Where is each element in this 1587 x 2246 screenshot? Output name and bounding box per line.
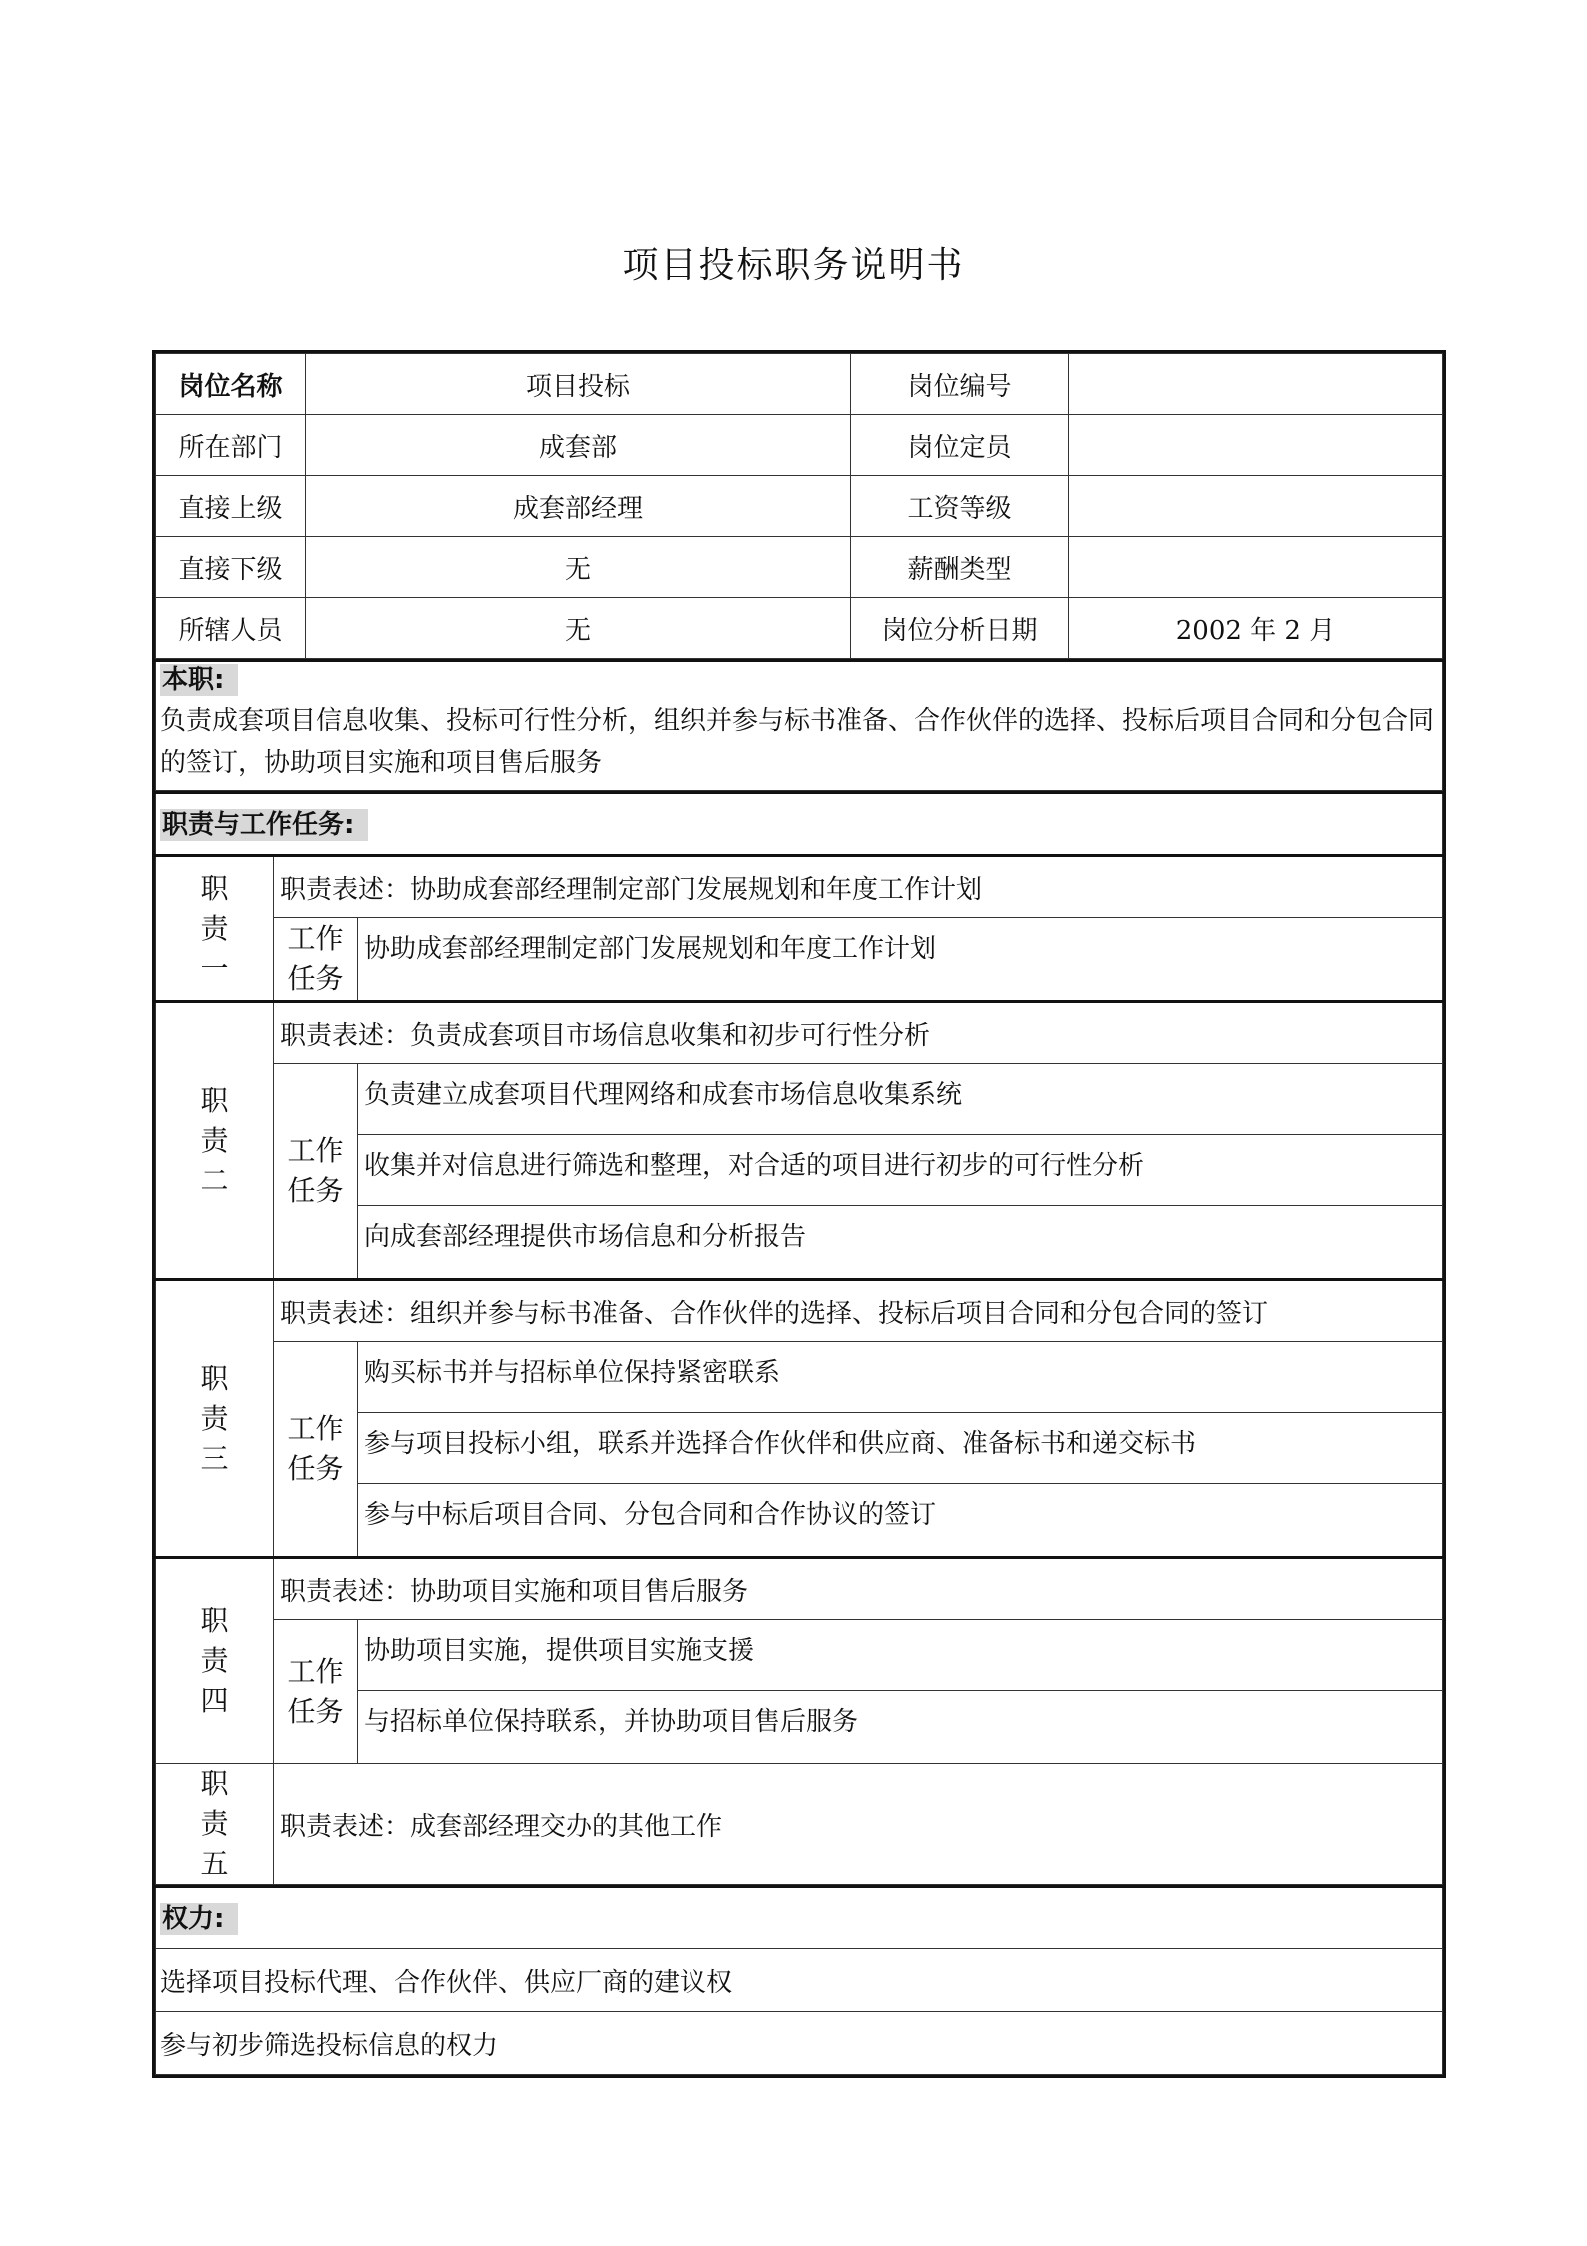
task-item: 协助成套部经理制定部门发展规划和年度工作计划 <box>358 918 1443 1002</box>
info-row <box>156 476 1443 537</box>
task-item: 购买标书并与招标单位保持紧密联系 <box>358 1342 1443 1413</box>
info-label: 所辖人员 <box>156 598 306 659</box>
info-value <box>1069 415 1443 476</box>
duty-label: 职 责 三 <box>156 1280 274 1558</box>
info-value: 成套部 <box>306 415 851 476</box>
task-item: 收集并对信息进行筛选和整理，对合适的项目进行初步的可行性分析 <box>358 1135 1443 1206</box>
task-item: 参与中标后项目合同、分包合同和合作协议的签订 <box>358 1484 1443 1558</box>
info-value: 成套部经理 <box>306 476 851 537</box>
task-item: 协助项目实施，提供项目实施支援 <box>358 1620 1443 1691</box>
info-row <box>156 537 1443 598</box>
info-label: 直接下级 <box>156 537 306 598</box>
duty-description: 职责表述：组织并参与标书准备、合作伙伴的选择、投标后项目合同和分包合同的签订 <box>274 1280 1443 1342</box>
info-label: 岗位编号 <box>851 354 1069 415</box>
info-row <box>156 354 1443 415</box>
main-responsibility-heading: 本职: <box>160 664 238 696</box>
duty-description: 职责表述：协助项目实施和项目售后服务 <box>274 1558 1443 1620</box>
info-value: 项目投标 <box>306 354 851 415</box>
info-value <box>1069 476 1443 537</box>
duties-section <box>155 791 1443 1885</box>
task-item: 负责建立成套项目代理网络和成套市场信息收集系统 <box>358 1064 1443 1135</box>
task-item: 参与项目投标小组，联系并选择合作伙伴和供应商、准备标书和递交标书 <box>358 1413 1443 1484</box>
info-label: 直接上级 <box>156 476 306 537</box>
info-label: 工资等级 <box>851 476 1069 537</box>
section-heading <box>156 662 1442 696</box>
job-description-form <box>152 350 1446 2078</box>
powers-heading: 权力: <box>160 1903 238 1935</box>
main-responsibility-section <box>155 659 1443 791</box>
info-value <box>1069 537 1443 598</box>
duty-description: 职责表述：成套部经理交办的其他工作 <box>274 1764 1443 1885</box>
power-item: 参与初步筛选投标信息的权力 <box>156 2012 1443 2075</box>
duty-label: 职 责 二 <box>156 1002 274 1280</box>
task-label: 工作 任务 <box>274 1620 358 1764</box>
document-title: 项目投标职务说明书 <box>622 245 965 286</box>
task-label: 工作 任务 <box>274 1342 358 1558</box>
info-label: 薪酬类型 <box>851 537 1069 598</box>
duty-description: 职责表述：负责成套项目市场信息收集和初步可行性分析 <box>274 1002 1443 1064</box>
power-item: 选择项目投标代理、合作伙伴、供应厂商的建议权 <box>156 1949 1443 2012</box>
task-label: 工作 任务 <box>274 1064 358 1280</box>
task-label: 工作 任务 <box>274 918 358 1002</box>
info-value: 无 <box>306 598 851 659</box>
duties-heading: 职责与工作任务: <box>160 809 368 841</box>
main-responsibility-text: 负责成套项目信息收集、投标可行性分析，组织并参与标书准备、合作伙伴的选择、投标后项目合同和分包合同的签订，协助项目实施和项目售后服务 <box>160 706 1435 778</box>
basic-info-table <box>155 353 1443 659</box>
duty-label: 职 责 一 <box>156 856 274 1002</box>
task-item: 与招标单位保持联系，并协助项目售后服务 <box>358 1691 1443 1764</box>
task-item: 向成套部经理提供市场信息和分析报告 <box>358 1206 1443 1280</box>
info-label: 岗位名称 <box>156 354 306 415</box>
duty-label: 职 责 四 <box>156 1558 274 1764</box>
duty-label: 职 责 五 <box>156 1764 274 1885</box>
info-label: 岗位分析日期 <box>851 598 1069 659</box>
info-value: 2002 年 2 月 <box>1069 598 1443 659</box>
info-label: 岗位定员 <box>851 415 1069 476</box>
info-label: 所在部门 <box>156 415 306 476</box>
info-value <box>1069 354 1443 415</box>
info-row <box>156 598 1443 659</box>
duty-description: 职责表述：协助成套部经理制定部门发展规划和年度工作计划 <box>274 856 1443 918</box>
info-value: 无 <box>306 537 851 598</box>
powers-section <box>155 1885 1443 2075</box>
info-row <box>156 415 1443 476</box>
